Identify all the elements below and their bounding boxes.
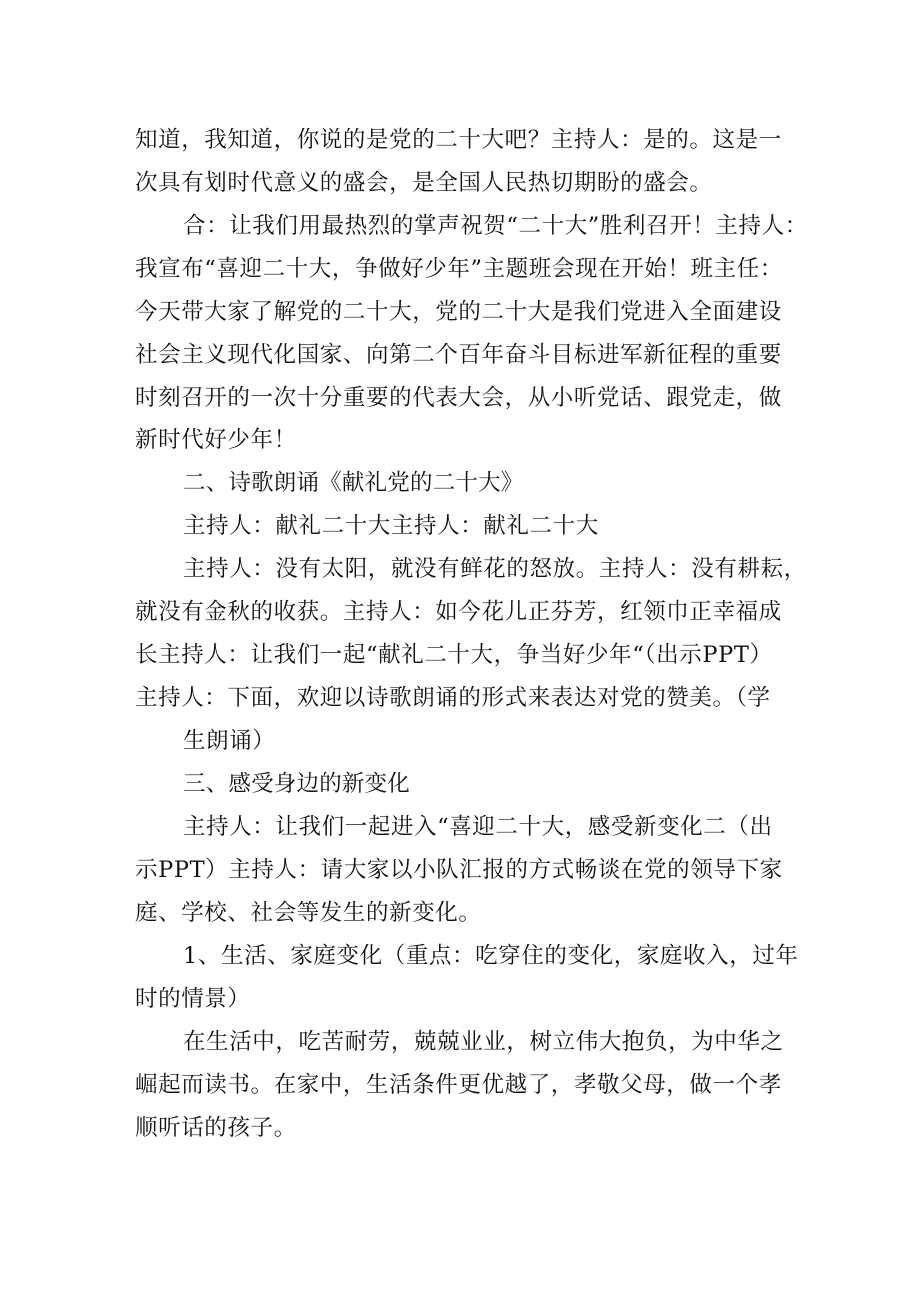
text-line: 主持人：让我们一起进入“喜迎二十大，感受新变化二（出: [183, 814, 773, 840]
text-line: 知道，我知道，你说的是党的二十大吧？主持人：是的。这是一: [135, 127, 782, 153]
text-line: 在生活中，吃苦耐劳，兢兢业业，树立伟大抱负，为中华之: [183, 1029, 784, 1055]
text-line: 时的情景）: [135, 986, 251, 1012]
text-line: 主持人：下面，欢迎以诗歌朗诵的形式来表达对党的赞美。（学: [135, 685, 771, 711]
text-line: 长主持人：让我们一起“献礼二十大，争当好少年“（出示PPT）: [135, 642, 773, 668]
text-line: 庭、学校、社会等发生的新变化。: [135, 900, 482, 926]
text-line: 顺听话的孩子。: [135, 1115, 297, 1141]
text-line: 就没有金秋的收获。主持人：如今花儿正芬芳，红领巾正幸福成: [135, 599, 782, 625]
text-line: 次具有划时代意义的盛会，是全国人民热切期盼的盛会。: [135, 170, 713, 196]
text-line: 合：让我们用最热烈的掌声祝贺“二十大”胜利召开！主持人：: [183, 213, 808, 239]
text-line: 生朗诵）: [183, 728, 276, 754]
text-line: 示PPT）主持人：请大家以小队汇报的方式畅谈在党的领导下家: [135, 857, 783, 883]
text-line: 主持人：献礼二十大主持人：献礼二十大: [183, 513, 599, 539]
text-line: 崛起而读书。在家中，生活条件更优越了，孝敬父母，做一个孝: [135, 1072, 782, 1098]
section-heading: 三、感受身边的新变化: [183, 771, 411, 797]
text-line: 主持人：没有太阳，就没有鲜花的怒放。主持人：没有耕耘，: [183, 556, 807, 582]
section-heading: 二、诗歌朗诵《献礼党的二十大》: [183, 470, 524, 496]
text-line: 新时代好少年！: [135, 427, 297, 453]
text-line: 时刻召开的一次十分重要的代表大会，从小听党话、跟党走，做: [135, 385, 782, 411]
text-line: 1、生活、家庭变化（重点：吃穿住的变化，家庭收入，过年: [183, 943, 799, 969]
text-line: 今天带大家了解党的二十大，党的二十大是我们党进入全面建设: [135, 299, 782, 325]
text-line: 我宣布“喜迎二十大，争做好少年”主题班会现在开始！班主任：: [135, 256, 783, 282]
text-line: 社会主义现代化国家、向第二个百年奋斗目标进军新征程的重要: [135, 342, 782, 368]
